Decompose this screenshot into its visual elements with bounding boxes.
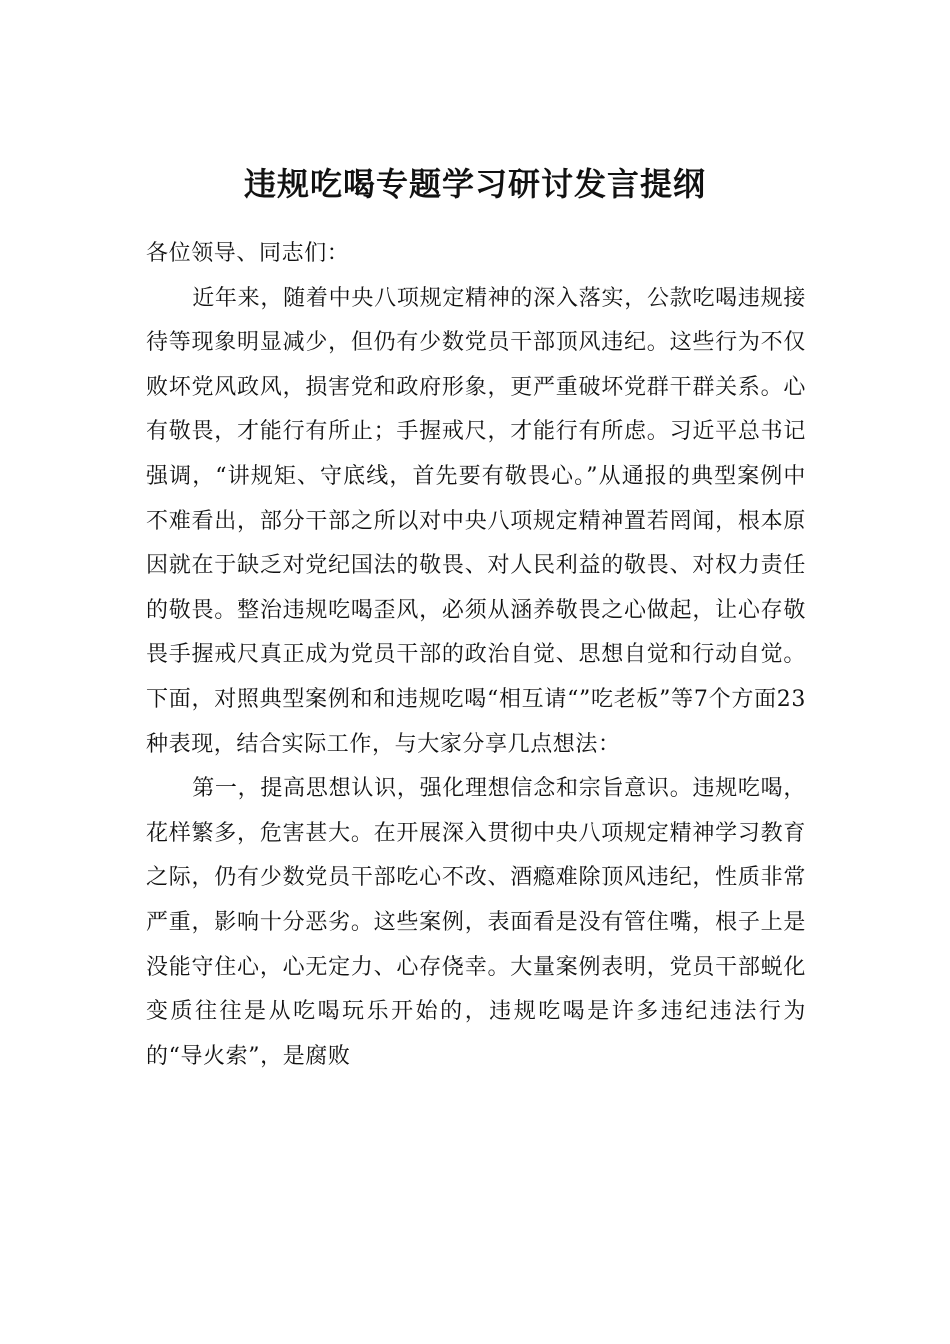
document-body (146, 232, 806, 1079)
paragraph-intro: 近年来，随着中央八项规定精神的深入落实，公款吃喝违规接待等现象明显减少，但仍有少数党员干部顶风违纪。这些行为不仅败坏党风政风，损害党和政府形象，更严重破坏党群干群关系。心有敬畏，才能行有所止；手握戒尺，才能行有所虑。习近平总书记强调，“讲规矩、守底线，首先要有敬畏心。”从通报的典型案例中不难看出，部分干部之所以对中央八项规定精神置若罔闻，根本原因就在于缺乏对党纪国法的敬畏、对人民利益的敬畏、对权力责任的敬畏。整治违规吃喝歪风，必须从涵养敬畏之心做起，让心存敬畏手握戒尺真正成为党员干部的政治自觉、思想自觉和行动自觉。下面，对照典型案例和和违规吃喝“相互请“”吃老板”等7个方面23种表现，结合实际工作，与大家分享几点想法： (146, 285, 806, 757)
salutation: 各位领导、同志们： (146, 241, 350, 266)
document-title: 违规吃喝专题学习研讨发言提纲 (243, 165, 706, 203)
paragraph-point-one: 第一，提高思想认识，强化理想信念和宗旨意识。违规吃喝，花样繁多，危害甚大。在开展深入贯彻中央八项规定精神学习教育之际，仍有少数党员干部吃心不改、酒瘾难除顶风违纪，性质非常严重，影响十分恶劣。这些案例，表面看是没有管住嘴，根子上是没能守住心，心无定力、心存侥幸。大量案例表明，党员干部蜕化变质往往是从吃喝玩乐开始的，违规吃喝是许多违纪违法行为的“导火索”，是腐败 (146, 776, 806, 1069)
